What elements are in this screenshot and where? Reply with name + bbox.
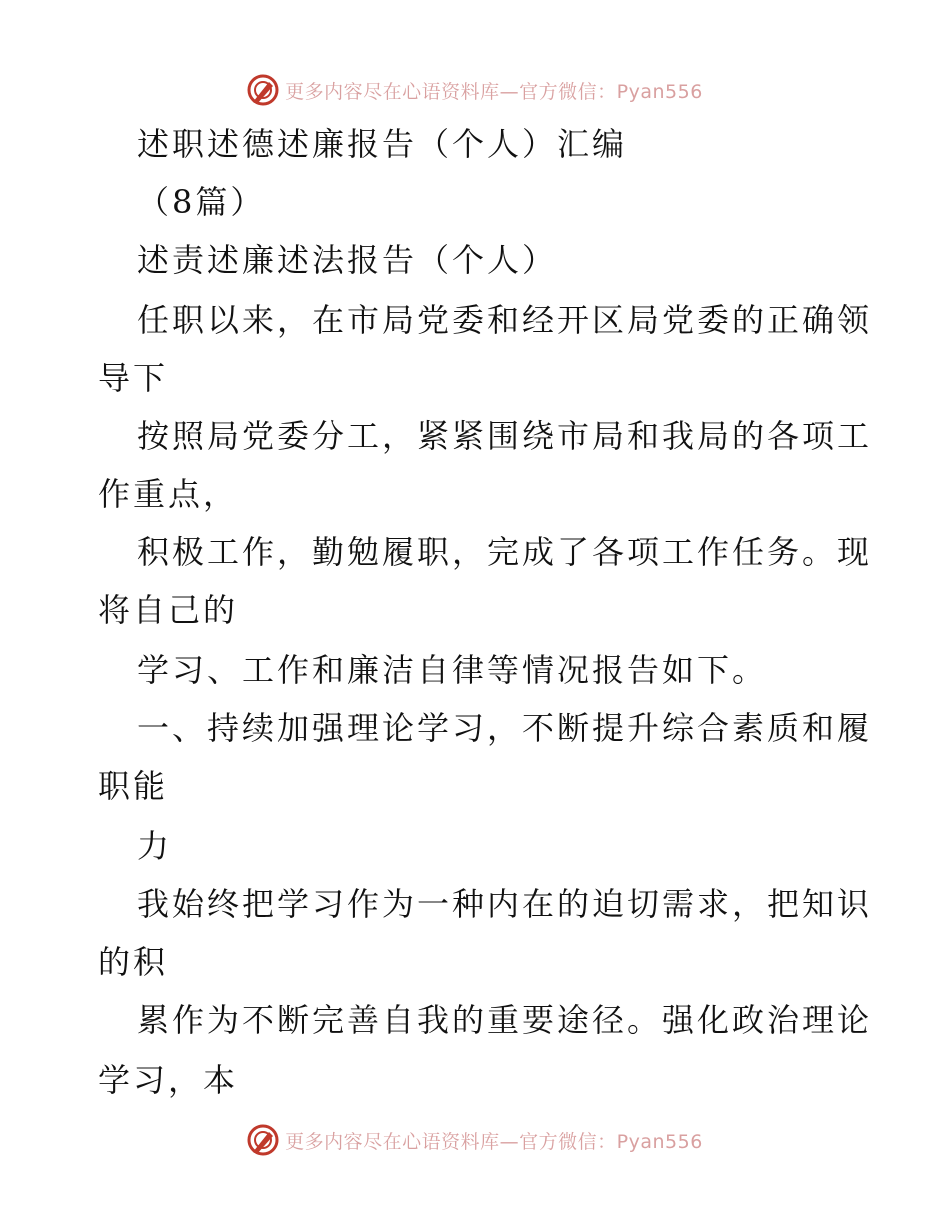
watermark-group bbox=[247, 1124, 703, 1156]
watermark-text: 更多内容尽在心语资料库—官方微信：Pyan556 bbox=[285, 80, 703, 103]
paragraph-line: 任职以来，在市局党委和经开区局党委的正确领 bbox=[137, 301, 873, 339]
watermark-group bbox=[247, 74, 703, 106]
paragraph-line: 学习，本 bbox=[98, 1061, 239, 1099]
document-title: 述职述德述廉报告（个人）汇编 bbox=[137, 125, 628, 163]
paragraph-line: 的积 bbox=[98, 943, 169, 981]
heading-line: 职能 bbox=[98, 767, 169, 805]
heading-line: 力 bbox=[137, 827, 173, 865]
document-subtitle: （8篇） bbox=[137, 183, 266, 221]
paragraph-line: 学习、工作和廉洁自律等情况报告如下。 bbox=[137, 651, 768, 689]
watermark-text: 更多内容尽在心语资料库—官方微信：Pyan556 bbox=[285, 1130, 703, 1153]
footer-watermark bbox=[0, 1120, 950, 1160]
paragraph-line: 积极工作，勤勉履职，完成了各项工作任务。现 bbox=[137, 533, 873, 571]
pen-logo-icon bbox=[247, 74, 279, 106]
paragraph-line: 导下 bbox=[98, 359, 169, 397]
header-watermark bbox=[0, 70, 950, 110]
pen-logo-icon bbox=[247, 1124, 279, 1156]
paragraph-line: 作重点， bbox=[98, 475, 239, 513]
paragraph-line: 按照局党委分工，紧紧围绕市局和我局的各项工 bbox=[137, 417, 873, 455]
heading-line: 一、持续加强理论学习，不断提升综合素质和履 bbox=[137, 709, 873, 747]
paragraph-line: 将自己的 bbox=[98, 591, 239, 629]
paragraph-line: 累作为不断完善自我的重要途径。强化政治理论 bbox=[137, 1001, 873, 1039]
paragraph-line: 我始终把学习作为一种内在的迫切需求，把知识 bbox=[137, 885, 873, 923]
section-title: 述责述廉述法报告（个人） bbox=[137, 241, 558, 279]
